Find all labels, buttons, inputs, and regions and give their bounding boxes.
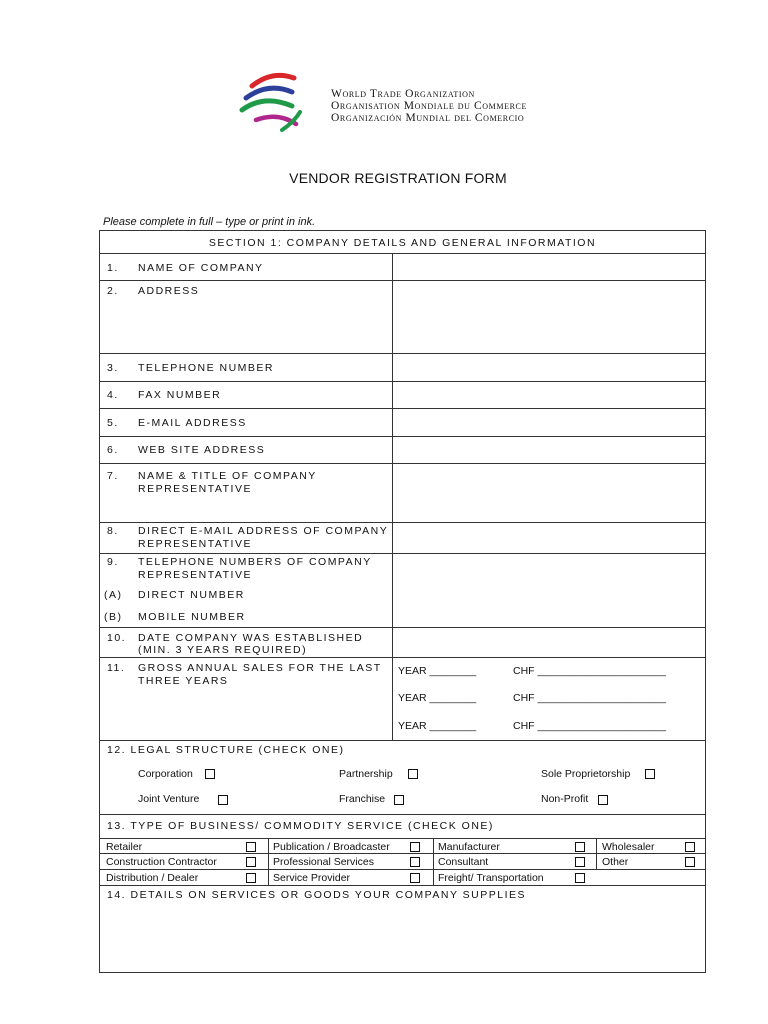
business-option-consultant: Consultant bbox=[438, 856, 489, 868]
telephone-field[interactable] bbox=[393, 354, 705, 381]
logo-red-arc bbox=[252, 75, 294, 86]
row3-label: TELEPHONE NUMBER bbox=[138, 362, 275, 374]
website-field[interactable] bbox=[393, 437, 705, 463]
address-field[interactable] bbox=[393, 281, 705, 353]
representative-name-field[interactable] bbox=[393, 464, 705, 522]
row8-num: 8. bbox=[107, 525, 119, 537]
org-name-en: World Trade Organization bbox=[331, 88, 475, 100]
business-option-wholesaler: Wholesaler bbox=[602, 841, 655, 853]
service-provider-checkbox[interactable] bbox=[410, 873, 420, 883]
wto-logo bbox=[238, 72, 306, 138]
freight-checkbox[interactable] bbox=[575, 873, 585, 883]
franchise-checkbox[interactable] bbox=[394, 795, 404, 805]
row11-label: GROSS ANNUAL SALES FOR THE LAST bbox=[138, 662, 382, 674]
business-option-manufacturer: Manufacturer bbox=[438, 841, 500, 853]
row6-num: 6. bbox=[107, 444, 119, 456]
row5-num: 5. bbox=[107, 417, 119, 429]
representative-email-field[interactable] bbox=[393, 523, 705, 553]
row10-label: DATE COMPANY WAS ESTABLISHED bbox=[138, 632, 364, 644]
logo-blue-arc bbox=[246, 88, 292, 98]
legal-option-partnership: Partnership bbox=[339, 768, 393, 780]
legal-option-franchise: Franchise bbox=[339, 793, 386, 805]
retailer-checkbox[interactable] bbox=[246, 842, 256, 852]
row4-label: FAX NUMBER bbox=[138, 389, 222, 401]
row11-label-2: THREE YEARS bbox=[138, 675, 229, 687]
row5-label: E-MAIL ADDRESS bbox=[138, 417, 247, 429]
publication-checkbox[interactable] bbox=[410, 842, 420, 852]
row1-num: 1. bbox=[107, 262, 119, 274]
email-field[interactable] bbox=[393, 409, 705, 436]
org-name-fr: Organisation Mondiale du Commerce bbox=[331, 100, 527, 112]
business-option-other: Other bbox=[602, 856, 629, 868]
business-option-distribution: Distribution / Dealer bbox=[106, 872, 199, 884]
sole-proprietorship-checkbox[interactable] bbox=[645, 769, 655, 779]
instructions: Please complete in full – type or print in ink. bbox=[103, 216, 316, 228]
fax-field[interactable] bbox=[393, 382, 705, 408]
business-option-construction: Construction Contractor bbox=[106, 856, 217, 868]
row10-num: 10. bbox=[107, 632, 127, 644]
row2-label: ADDRESS bbox=[138, 285, 200, 297]
org-name-es: Organización Mundial del Comercio bbox=[331, 112, 525, 124]
section1-title: SECTION 1: COMPANY DETAILS AND GENERAL INFORMATION bbox=[208, 237, 597, 249]
wholesaler-checkbox[interactable] bbox=[685, 842, 695, 852]
services-details-field[interactable] bbox=[100, 905, 705, 971]
sales-chf-1[interactable]: CHF ______________________ bbox=[513, 665, 666, 677]
legal-structure-heading: 12. LEGAL STRUCTURE (CHECK ONE) bbox=[107, 744, 345, 756]
professional-checkbox[interactable] bbox=[410, 857, 420, 867]
row9b-label: MOBILE NUMBER bbox=[138, 611, 246, 623]
business-option-professional: Professional Services bbox=[273, 856, 374, 868]
row9-label-2: REPRESENTATIVE bbox=[138, 569, 252, 581]
sales-year-3[interactable]: YEAR ________ bbox=[398, 720, 477, 732]
sales-chf-3[interactable]: CHF ______________________ bbox=[513, 720, 666, 732]
manufacturer-checkbox[interactable] bbox=[575, 842, 585, 852]
row7-label-2: REPRESENTATIVE bbox=[138, 483, 252, 495]
other-checkbox[interactable] bbox=[685, 857, 695, 867]
row7-label: NAME & TITLE OF COMPANY bbox=[138, 470, 317, 482]
sales-chf-2[interactable]: CHF ______________________ bbox=[513, 692, 666, 704]
representative-phone-field[interactable] bbox=[393, 554, 705, 627]
row9-label: TELEPHONE NUMBERS OF COMPANY bbox=[138, 556, 372, 568]
legal-option-joint-venture: Joint Venture bbox=[138, 793, 200, 805]
non-profit-checkbox[interactable] bbox=[598, 795, 608, 805]
business-option-publication: Publication / Broadcaster bbox=[273, 841, 390, 853]
row2-num: 2. bbox=[107, 285, 119, 297]
legal-option-sole-proprietorship: Sole Proprietorship bbox=[541, 768, 631, 780]
form-title: VENDOR REGISTRATION FORM bbox=[289, 170, 507, 186]
row8-label-2: REPRESENTATIVE bbox=[138, 538, 252, 550]
row9a-num: (A) bbox=[104, 589, 123, 601]
services-details-heading: 14. DETAILS ON SERVICES OR GOODS YOUR COMPANY SUPPLIES bbox=[107, 889, 527, 901]
legal-option-non-profit: Non-Profit bbox=[541, 793, 589, 805]
row11-num: 11. bbox=[107, 662, 126, 674]
row9-num: 9. bbox=[107, 556, 119, 568]
partnership-checkbox[interactable] bbox=[408, 769, 418, 779]
row4-num: 4. bbox=[107, 389, 119, 401]
business-option-service-provider: Service Provider bbox=[273, 872, 351, 884]
business-option-freight: Freight/ Transportation bbox=[438, 872, 544, 884]
sales-year-2[interactable]: YEAR ________ bbox=[398, 692, 477, 704]
legal-option-corporation: Corporation bbox=[138, 768, 193, 780]
logo-green-arc bbox=[242, 101, 292, 110]
logo-green-arc-2 bbox=[282, 112, 300, 130]
construction-checkbox[interactable] bbox=[246, 857, 256, 867]
established-date-field[interactable] bbox=[393, 628, 705, 657]
row9b-num: (B) bbox=[104, 611, 123, 623]
row6-label: WEB SITE ADDRESS bbox=[138, 444, 266, 456]
business-option-retailer: Retailer bbox=[106, 841, 143, 853]
row10-label-2: (MIN. 3 YEARS REQUIRED) bbox=[138, 644, 308, 656]
row7-num: 7. bbox=[107, 470, 119, 482]
consultant-checkbox[interactable] bbox=[575, 857, 585, 867]
distribution-checkbox[interactable] bbox=[246, 873, 256, 883]
corporation-checkbox[interactable] bbox=[205, 769, 215, 779]
row1-label: NAME OF COMPANY bbox=[138, 262, 264, 274]
business-type-heading: 13. TYPE OF BUSINESS/ COMMODITY SERVICE (CHECK ONE) bbox=[107, 820, 494, 832]
sales-year-1[interactable]: YEAR ________ bbox=[398, 665, 477, 677]
row8-label: DIRECT E-MAIL ADDRESS OF COMPANY bbox=[138, 525, 389, 537]
joint-venture-checkbox[interactable] bbox=[218, 795, 228, 805]
row9a-label: DIRECT NUMBER bbox=[138, 589, 245, 601]
row3-num: 3. bbox=[107, 362, 119, 374]
company-name-field[interactable] bbox=[393, 254, 705, 280]
